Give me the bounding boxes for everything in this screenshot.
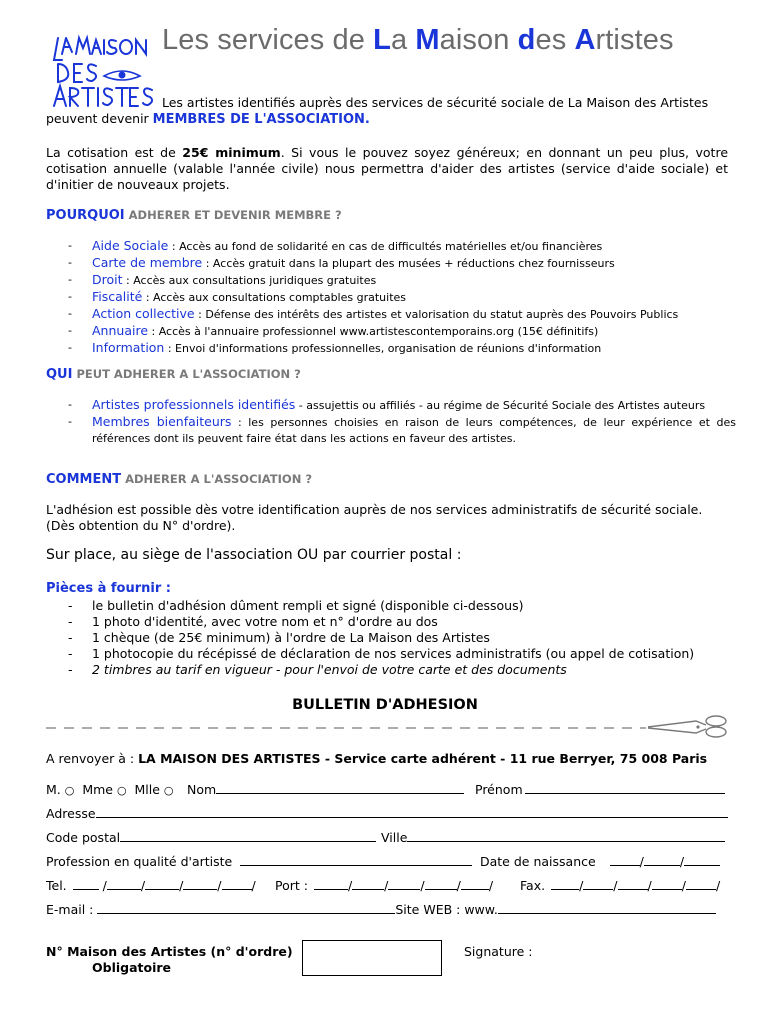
port-input-2[interactable] — [352, 878, 384, 890]
tel-input-2[interactable] — [107, 878, 141, 890]
comment-text-1: L'adhésion est possible dès votre identification auprès de nos services administratifs de sécurité sociale. — [46, 502, 703, 517]
pieces-heading: Pièces à fournir : — [46, 581, 171, 596]
ville-input[interactable] — [407, 830, 725, 842]
email-input[interactable] — [97, 902, 395, 914]
fax-input-2[interactable] — [583, 878, 613, 890]
cut-line — [46, 722, 646, 732]
code-postal-input[interactable] — [120, 830, 376, 842]
numero-ordre-input[interactable] — [302, 940, 442, 976]
list-item: - Artistes professionnels identifiés - assujettis ou affiliés - au régime de Sécurité Sociale des Artistes auteurs — [68, 397, 706, 412]
profession-field: Profession en qualité d'artiste — [46, 854, 472, 869]
site-input[interactable] — [498, 902, 716, 914]
nom-field: Nom — [187, 782, 464, 797]
tel-input-5[interactable] — [222, 878, 252, 890]
fax-input-3[interactable] — [618, 878, 648, 890]
maison-des-artistes-logo — [48, 30, 160, 110]
obligatoire-label: Obligatoire — [92, 960, 172, 975]
cotisation-paragraph: La cotisation est de 25€ minimum. Si vous le pouvez soyez généreux; en donnant un peu plus, votre cotisation annuelle (valable l'année civile) nous permettra d'aider des artistes (service d'aide sociale) et d'initier de nouveaux projets. — [46, 145, 729, 192]
comment-text-2: (Dès obtention du N° d'ordre). — [46, 518, 236, 533]
intro-line-2: peuvent devenir MEMBRES DE L'ASSOCIATION. — [46, 111, 370, 127]
fax-input-4[interactable] — [652, 878, 682, 890]
nom-input[interactable] — [216, 782, 464, 794]
list-item: - 2 timbres au tarif en vigueur - pour l'envoi de votre carte et des documents — [68, 662, 567, 677]
list-item: - Droit : Accès aux consultations juridiques gratuites — [68, 272, 377, 287]
pieces-list — [46, 598, 746, 678]
naissance-annee[interactable] — [684, 854, 720, 866]
fax-field: Fax. / / / / / — [520, 878, 721, 893]
tel-input-4[interactable] — [183, 878, 217, 890]
list-item: - Fiscalité : Accès aux consultations comptables gratuites — [68, 289, 407, 304]
qui-list — [46, 397, 736, 447]
ville-field: Ville — [381, 830, 725, 845]
intro-line-1: Les artistes identifiés auprès des services de sécurité sociale de La Maison des Artistes — [162, 95, 709, 110]
comment-heading: COMMENT ADHERER A L'ASSOCIATION ? — [46, 472, 312, 487]
fax-input-5[interactable] — [686, 878, 716, 890]
port-input-3[interactable] — [388, 878, 420, 890]
sur-place-text: Sur place, au siège de l'association OU par courrier postal : — [46, 547, 462, 563]
tel-input-1[interactable] — [73, 878, 99, 890]
list-item: - Carte de membre : Accès gratuit dans la plupart des musées + réductions chez fournisseurs — [68, 255, 615, 270]
list-item: - Aide Sociale : Accès au fond de solidarité en cas de difficultés matérielles et/ou financières — [68, 238, 603, 253]
code-postal-field: Code postal — [46, 830, 376, 845]
tel-field: Tel. / / / / / — [46, 878, 256, 893]
adresse-input[interactable] — [96, 806, 728, 818]
signature-label: Signature : — [464, 944, 533, 959]
bulletin-title: BULLETIN D'ADHESION — [292, 697, 478, 713]
pourquoi-heading: POURQUOI ADHERER ET DEVENIR MEMBRE ? — [46, 208, 342, 223]
naissance-jour[interactable] — [610, 854, 640, 866]
prenom-input[interactable] — [525, 782, 725, 794]
tel-input-3[interactable] — [145, 878, 179, 890]
membres-emphasis: MEMBRES DE L'ASSOCIATION. — [152, 112, 370, 127]
list-item: - le bulletin d'adhésion dûment rempli et signé (disponible ci-dessous) — [68, 598, 524, 613]
port-input-5[interactable] — [461, 878, 489, 890]
port-input-4[interactable] — [425, 878, 457, 890]
scissors-icon — [646, 712, 732, 740]
radio-m[interactable]: ○ — [64, 784, 75, 797]
list-item: - 1 photocopie du récépissé de déclaration de nos services administratifs (ou appel de cotisation) — [68, 646, 695, 661]
port-input-1[interactable] — [314, 878, 348, 890]
site-label: Site WEB : www. — [395, 902, 498, 917]
prenom-field: Prénom — [475, 782, 725, 797]
radio-mme[interactable]: ○ — [116, 784, 127, 797]
list-item: - Action collective : Défense des intérêts des artistes et valorisation du statut auprès des Pouvoirs Publics — [68, 306, 679, 321]
qui-heading: QUI PEUT ADHERER A L'ASSOCIATION ? — [46, 367, 301, 382]
list-item: - Information : Envoi d'informations professionnelles, organisation de réunions d'information — [68, 340, 602, 355]
list-item: - Annuaire : Accès à l'annuaire professionnel www.artistescontemporains.org (15€ définitifs) — [68, 323, 599, 338]
pourquoi-list — [46, 238, 736, 357]
radio-mlle[interactable]: ○ — [163, 784, 174, 797]
email-field: E-mail : Site WEB : www. — [46, 902, 716, 917]
naissance-field: Date de naissance / / — [480, 854, 720, 869]
list-item: - Membres bienfaiteurs : les personnes choisies en raison de leurs compétences, de leur expérience et des références dont ils peuvent faire état dans les actions en faveur des artistes. — [68, 414, 736, 445]
port-field: Port : / / / / / — [275, 878, 494, 893]
civilite-row: M. ○ Mme ○ Mlle ○ — [46, 782, 174, 797]
profession-input[interactable] — [240, 854, 472, 866]
naissance-mois[interactable] — [644, 854, 680, 866]
renvoyer-line: A renvoyer à : LA MAISON DES ARTISTES - Service carte adhérent - 11 rue Berryer, 75 008 Paris — [46, 751, 708, 766]
adresse-field: Adresse — [46, 806, 728, 821]
numero-ordre-label: N° Maison des Artistes (n° d'ordre) — [46, 944, 293, 959]
fax-input-1[interactable] — [551, 878, 579, 890]
list-item: - 1 chèque (de 25€ minimum) à l'ordre de La Maison des Artistes — [68, 630, 490, 645]
page-title: Les services de La Maison des Artistes — [162, 24, 674, 56]
list-item: - 1 photo d'identité, avec votre nom et n° d'ordre au dos — [68, 614, 438, 629]
